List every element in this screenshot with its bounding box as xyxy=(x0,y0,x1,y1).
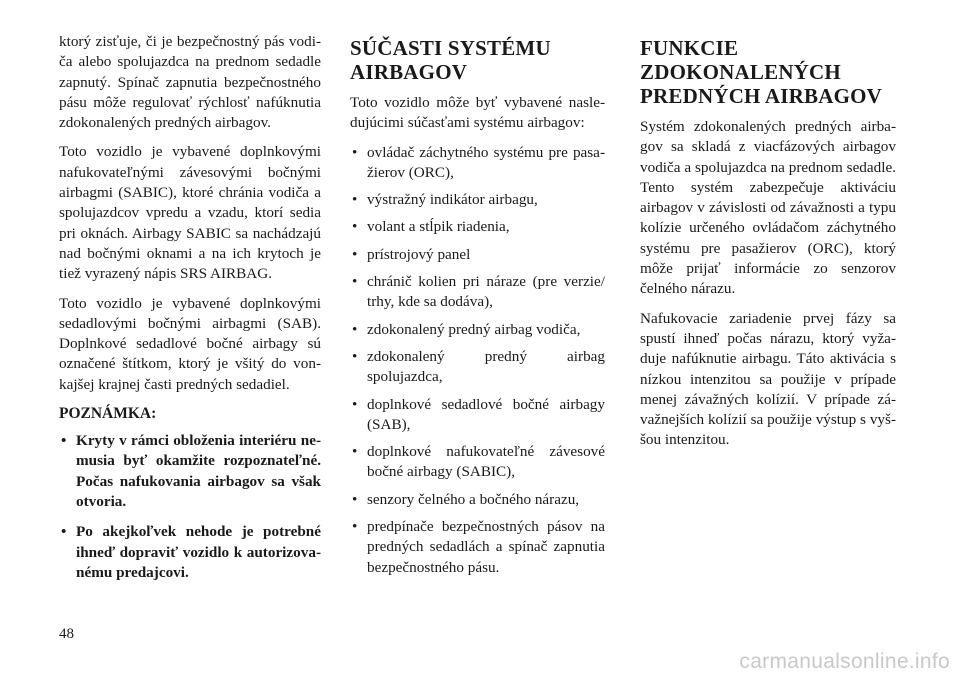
paragraph: Toto vozidlo je vybavené doplnkovými sedadlovými bočnými airbagmi (SAB). Doplnkové sedadlové bočné airbagy sú označené štítkom, ktorý je všitý do vonkajšej krajnej časti predných sedadiel. xyxy=(59,294,321,393)
list-item: • výstražný indikátor airbagu, xyxy=(350,190,605,210)
paragraph: Systém zdokonalených predných airbagov sa skladá z viacfázových airbagov vodiča a spolujazdca na prednom sedadle. Tento systém zabezpečuje aktiváciu airbagov v závislosti od závažnosti a typu kolízie určeného ovládačom záchytného systému pre pasažierov (ORC), ktorý môže prijať informácie zo senzorov čelného nárazu. xyxy=(640,118,896,298)
section-heading: SÚČASTI SYSTÉMU AIRBAGOV xyxy=(350,36,551,84)
list-item: • doplnkové nafukovateľné závesové bočné airbagy (SABIC), xyxy=(350,442,605,483)
paragraph: ktorý zisťuje, či je bezpečnostný pás vodiča alebo spolujazdca na prednom sedadle zapnutý. Spínač zapnutia bezpečnostného pásu môže regulovať rýchlosť nafúknutia zdokonalených predných airbagov. xyxy=(59,33,321,132)
note-item: • Po akejkoľvek nehode je potrebné ihneď dopraviť vozidlo k autorizovanému predajcovi. xyxy=(59,522,321,583)
column-3 xyxy=(640,32,896,460)
list-item: • doplnkové sedadlové bočné airbagy (SAB), xyxy=(350,395,605,436)
page-number: 48 xyxy=(59,626,74,642)
note-list xyxy=(59,431,321,583)
column-1 xyxy=(59,32,321,593)
note-label: POZNÁMKA: xyxy=(59,405,157,423)
list-item: • senzory čelného a bočného nárazu, xyxy=(350,490,605,510)
column-2 xyxy=(350,32,605,585)
component-list xyxy=(350,143,605,578)
paragraph: Toto vozidlo je vybavené doplnkovými nafukovateľnými závesovými bočnými airbagmi (SABIC), ktoré chránia vodiča a spolujazdcov vpredu a vzadu, ktorí sedia pri oknách. Airbagy SABIC sa nachádzajú nad bočnými oknami a na ich krytoch je tiež vyrazený nápis SRS AIRBAG. xyxy=(59,143,321,283)
list-item: • volant a stĺpik riadenia, xyxy=(350,217,605,237)
section-heading: FUNKCIE ZDOKONALENÝCH PREDNÝCH AIRBAGOV xyxy=(640,36,882,108)
section-intro: Toto vozidlo môže byť vybavené nasledujúcimi súčasťami systému airbagov: xyxy=(350,94,605,132)
list-item: • predpínače bezpečnostných pásov na predných sedadlách a spínač zapnutia bezpečnostného pásu. xyxy=(350,517,605,578)
list-item: • zdokonalený predný airbag spolujazdca, xyxy=(350,347,605,388)
watermark: carmanualsonline.info xyxy=(739,650,950,673)
list-item: • prístrojový panel xyxy=(350,245,605,265)
list-item: • chránič kolien pri náraze (pre verzie/ trhy, kde sa dodáva), xyxy=(350,272,605,313)
list-item: • zdokonalený predný airbag vodiča, xyxy=(350,320,605,340)
list-item: • ovládač záchytného systému pre pasažierov (ORC), xyxy=(350,143,605,184)
note-item: • Kryty v rámci obloženia interiéru nemusia byť okamžite rozpoznateľné. Počas nafukovania airbagov sa však otvoria. xyxy=(59,431,321,512)
paragraph: Nafukovacie zariadenie prvej fázy sa spustí ihneď počas nárazu, ktorý vyžaduje nafúknutie airbagu. Táto aktivácia s nízkou intenzitou sa použije v prípade menej závažných kolízií. V prípade závažnejších kolízií sa použije výstup s vyššou intenzitou. xyxy=(640,309,896,449)
